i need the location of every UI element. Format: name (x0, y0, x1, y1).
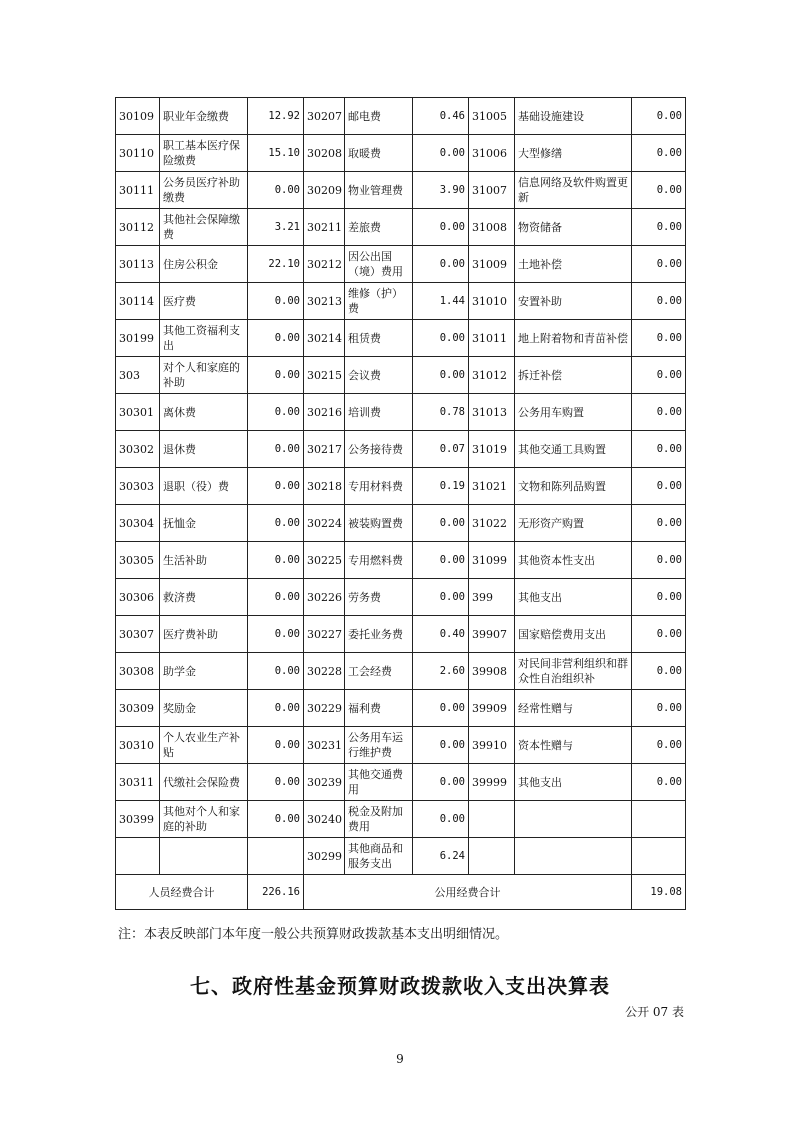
item-public: 被装购置费 (345, 505, 413, 542)
amount-personnel (248, 838, 304, 875)
amount-personnel: 0.00 (248, 542, 304, 579)
amount-personnel: 0.00 (248, 172, 304, 209)
item-personnel: 其他工资福利支出 (160, 320, 248, 357)
code-public: 30216 (304, 394, 345, 431)
table-row (116, 838, 686, 875)
item-personnel: 离休费 (160, 394, 248, 431)
item-capital: 物资储备 (515, 209, 632, 246)
item-public: 公务接待费 (345, 431, 413, 468)
code-capital: 31007 (469, 172, 515, 209)
amount-capital: 0.00 (632, 690, 686, 727)
amount-public: 0.19 (413, 468, 469, 505)
code-personnel: 30307 (116, 616, 160, 653)
amount-public: 3.90 (413, 172, 469, 209)
table-row (116, 357, 686, 394)
item-capital: 公务用车购置 (515, 394, 632, 431)
code-public: 30228 (304, 653, 345, 690)
table-number: 公开 07 表 (625, 1005, 684, 1019)
code-capital: 31013 (469, 394, 515, 431)
amount-personnel: 0.00 (248, 505, 304, 542)
code-public: 30209 (304, 172, 345, 209)
item-capital (515, 801, 632, 838)
amount-public: 1.44 (413, 283, 469, 320)
personnel-total-value: 226.16 (248, 875, 304, 910)
code-personnel: 30303 (116, 468, 160, 505)
table-body (116, 98, 686, 875)
amount-public: 0.00 (413, 505, 469, 542)
amount-personnel: 0.00 (248, 320, 304, 357)
code-personnel: 30308 (116, 653, 160, 690)
item-capital: 大型修缮 (515, 135, 632, 172)
item-personnel: 职业年金缴费 (160, 98, 248, 135)
item-personnel: 救济费 (160, 579, 248, 616)
amount-public: 0.40 (413, 616, 469, 653)
code-personnel: 30199 (116, 320, 160, 357)
amount-personnel: 0.00 (248, 690, 304, 727)
item-personnel: 其他对个人和家庭的补助 (160, 801, 248, 838)
item-personnel: 退职（役）费 (160, 468, 248, 505)
amount-personnel: 22.10 (248, 246, 304, 283)
amount-public: 0.78 (413, 394, 469, 431)
item-public: 差旅费 (345, 209, 413, 246)
amount-capital: 0.00 (632, 98, 686, 135)
item-personnel: 生活补助 (160, 542, 248, 579)
code-personnel: 303 (116, 357, 160, 394)
code-personnel: 30302 (116, 431, 160, 468)
item-capital: 土地补偿 (515, 246, 632, 283)
item-personnel: 退休费 (160, 431, 248, 468)
code-public: 30214 (304, 320, 345, 357)
amount-public: 0.07 (413, 431, 469, 468)
amount-public: 0.00 (413, 320, 469, 357)
item-capital: 拆迁补偿 (515, 357, 632, 394)
code-capital: 39908 (469, 653, 515, 690)
table-row (116, 542, 686, 579)
table-row (116, 283, 686, 320)
amount-public: 2.60 (413, 653, 469, 690)
amount-personnel: 3.21 (248, 209, 304, 246)
item-capital: 其他资本性支出 (515, 542, 632, 579)
section-title: 七、政府性基金预算财政拨款收入支出决算表 (190, 974, 610, 998)
code-personnel: 30310 (116, 727, 160, 764)
code-personnel: 30309 (116, 690, 160, 727)
item-capital: 对民间非营利组织和群众性自治组织补 (515, 653, 632, 690)
table-row (116, 727, 686, 764)
item-personnel: 代缴社会保险费 (160, 764, 248, 801)
item-public: 培训费 (345, 394, 413, 431)
code-capital: 31021 (469, 468, 515, 505)
table-row (116, 579, 686, 616)
amount-capital: 0.00 (632, 357, 686, 394)
amount-personnel: 0.00 (248, 727, 304, 764)
item-capital: 国家赔偿费用支出 (515, 616, 632, 653)
amount-capital: 0.00 (632, 727, 686, 764)
table-row (116, 616, 686, 653)
code-personnel: 30304 (116, 505, 160, 542)
item-public: 公务用车运行维护费 (345, 727, 413, 764)
code-capital: 31022 (469, 505, 515, 542)
code-capital: 39910 (469, 727, 515, 764)
amount-capital: 0.00 (632, 616, 686, 653)
item-public: 其他交通费用 (345, 764, 413, 801)
item-personnel: 公务员医疗补助缴费 (160, 172, 248, 209)
table-row (116, 801, 686, 838)
amount-personnel: 0.00 (248, 801, 304, 838)
item-capital: 其他支出 (515, 764, 632, 801)
amount-personnel: 12.92 (248, 98, 304, 135)
item-public: 劳务费 (345, 579, 413, 616)
amount-public: 0.00 (413, 209, 469, 246)
amount-capital: 0.00 (632, 320, 686, 357)
amount-personnel: 0.00 (248, 579, 304, 616)
item-capital: 资本性赠与 (515, 727, 632, 764)
amount-personnel: 15.10 (248, 135, 304, 172)
amount-public: 0.00 (413, 542, 469, 579)
amount-capital: 0.00 (632, 394, 686, 431)
item-public: 税金及附加费用 (345, 801, 413, 838)
item-capital: 基础设施建设 (515, 98, 632, 135)
code-personnel: 30111 (116, 172, 160, 209)
item-public: 专用材料费 (345, 468, 413, 505)
item-public: 专用燃料费 (345, 542, 413, 579)
code-public: 30299 (304, 838, 345, 875)
amount-public: 0.00 (413, 727, 469, 764)
item-capital: 安置补助 (515, 283, 632, 320)
code-capital: 31005 (469, 98, 515, 135)
code-public: 30240 (304, 801, 345, 838)
table-row (116, 653, 686, 690)
table-row (116, 764, 686, 801)
code-public: 30231 (304, 727, 345, 764)
code-public: 30229 (304, 690, 345, 727)
code-personnel: 30109 (116, 98, 160, 135)
code-public: 30224 (304, 505, 345, 542)
amount-public: 0.00 (413, 135, 469, 172)
item-capital: 文物和陈列品购置 (515, 468, 632, 505)
table-row (116, 209, 686, 246)
code-capital: 39999 (469, 764, 515, 801)
code-personnel: 30113 (116, 246, 160, 283)
code-capital: 31009 (469, 246, 515, 283)
amount-personnel: 0.00 (248, 283, 304, 320)
item-capital: 信息网络及软件购置更新 (515, 172, 632, 209)
code-public: 30218 (304, 468, 345, 505)
amount-capital: 0.00 (632, 172, 686, 209)
amount-public: 6.24 (413, 838, 469, 875)
item-capital (515, 838, 632, 875)
table-row (116, 468, 686, 505)
public-total-value: 19.08 (632, 875, 686, 910)
item-capital: 地上附着物和青苗补偿 (515, 320, 632, 357)
amount-capital: 0.00 (632, 764, 686, 801)
code-public: 30225 (304, 542, 345, 579)
code-capital: 31010 (469, 283, 515, 320)
amount-personnel: 0.00 (248, 468, 304, 505)
code-capital: 39909 (469, 690, 515, 727)
code-public: 30212 (304, 246, 345, 283)
code-capital: 31006 (469, 135, 515, 172)
code-capital: 31012 (469, 357, 515, 394)
amount-public: 0.00 (413, 764, 469, 801)
amount-public: 0.00 (413, 690, 469, 727)
amount-capital: 0.00 (632, 135, 686, 172)
page-number: 9 (396, 1052, 404, 1066)
code-capital: 31008 (469, 209, 515, 246)
table-note: 注：本表反映部门本年度一般公共预算财政拨款基本支出明细情况。 (118, 927, 509, 942)
item-public: 委托业务费 (345, 616, 413, 653)
amount-public: 0.00 (413, 357, 469, 394)
item-public: 邮电费 (345, 98, 413, 135)
code-personnel: 30301 (116, 394, 160, 431)
amount-capital: 0.00 (632, 542, 686, 579)
amount-capital: 0.00 (632, 431, 686, 468)
item-personnel: 医疗费 (160, 283, 248, 320)
item-public: 租赁费 (345, 320, 413, 357)
personnel-total-label: 人员经费合计 (116, 875, 248, 910)
code-capital: 399 (469, 579, 515, 616)
amount-personnel: 0.00 (248, 616, 304, 653)
expense-detail-table (115, 97, 686, 910)
code-public: 30207 (304, 98, 345, 135)
amount-public: 0.46 (413, 98, 469, 135)
expense-table-wrapper (115, 97, 686, 910)
public-total-label: 公用经费合计 (304, 875, 632, 910)
totals-row (116, 875, 686, 910)
amount-capital (632, 838, 686, 875)
code-public: 30227 (304, 616, 345, 653)
table-row (116, 690, 686, 727)
amount-capital (632, 801, 686, 838)
code-public: 30226 (304, 579, 345, 616)
item-personnel: 职工基本医疗保险缴费 (160, 135, 248, 172)
code-capital: 31011 (469, 320, 515, 357)
amount-capital: 0.00 (632, 505, 686, 542)
code-personnel: 30114 (116, 283, 160, 320)
item-personnel: 对个人和家庭的补助 (160, 357, 248, 394)
code-capital: 31019 (469, 431, 515, 468)
amount-capital: 0.00 (632, 468, 686, 505)
amount-personnel: 0.00 (248, 357, 304, 394)
amount-capital: 0.00 (632, 209, 686, 246)
item-capital: 无形资产购置 (515, 505, 632, 542)
amount-personnel: 0.00 (248, 394, 304, 431)
item-public: 物业管理费 (345, 172, 413, 209)
table-row (116, 320, 686, 357)
item-public: 其他商品和服务支出 (345, 838, 413, 875)
amount-capital: 0.00 (632, 579, 686, 616)
table-row (116, 172, 686, 209)
code-public: 30217 (304, 431, 345, 468)
code-capital (469, 801, 515, 838)
code-public: 30208 (304, 135, 345, 172)
item-public: 工会经费 (345, 653, 413, 690)
table-row (116, 505, 686, 542)
code-personnel: 30305 (116, 542, 160, 579)
code-capital: 31099 (469, 542, 515, 579)
item-personnel: 住房公积金 (160, 246, 248, 283)
item-personnel: 抚恤金 (160, 505, 248, 542)
amount-personnel: 0.00 (248, 653, 304, 690)
item-capital: 其他交通工具购置 (515, 431, 632, 468)
code-public: 30215 (304, 357, 345, 394)
item-public: 取暖费 (345, 135, 413, 172)
item-public: 福利费 (345, 690, 413, 727)
code-personnel: 30306 (116, 579, 160, 616)
code-public: 30213 (304, 283, 345, 320)
item-personnel: 其他社会保障缴费 (160, 209, 248, 246)
code-public: 30211 (304, 209, 345, 246)
item-public: 维修（护）费 (345, 283, 413, 320)
item-personnel: 医疗费补助 (160, 616, 248, 653)
table-row (116, 135, 686, 172)
amount-public: 0.00 (413, 801, 469, 838)
code-personnel: 30110 (116, 135, 160, 172)
code-personnel (116, 838, 160, 875)
amount-personnel: 0.00 (248, 431, 304, 468)
amount-capital: 0.00 (632, 246, 686, 283)
item-personnel: 助学金 (160, 653, 248, 690)
amount-capital: 0.00 (632, 653, 686, 690)
amount-personnel: 0.00 (248, 764, 304, 801)
amount-public: 0.00 (413, 246, 469, 283)
item-personnel (160, 838, 248, 875)
code-personnel: 30112 (116, 209, 160, 246)
code-personnel: 30311 (116, 764, 160, 801)
item-capital: 经常性赠与 (515, 690, 632, 727)
item-public: 因公出国（境）费用 (345, 246, 413, 283)
code-public: 30239 (304, 764, 345, 801)
amount-capital: 0.00 (632, 283, 686, 320)
table-row (116, 431, 686, 468)
table-row (116, 394, 686, 431)
item-personnel: 个人农业生产补贴 (160, 727, 248, 764)
amount-public: 0.00 (413, 579, 469, 616)
item-capital: 其他支出 (515, 579, 632, 616)
code-capital (469, 838, 515, 875)
table-row (116, 98, 686, 135)
code-personnel: 30399 (116, 801, 160, 838)
item-public: 会议费 (345, 357, 413, 394)
table-row (116, 246, 686, 283)
item-personnel: 奖励金 (160, 690, 248, 727)
code-capital: 39907 (469, 616, 515, 653)
